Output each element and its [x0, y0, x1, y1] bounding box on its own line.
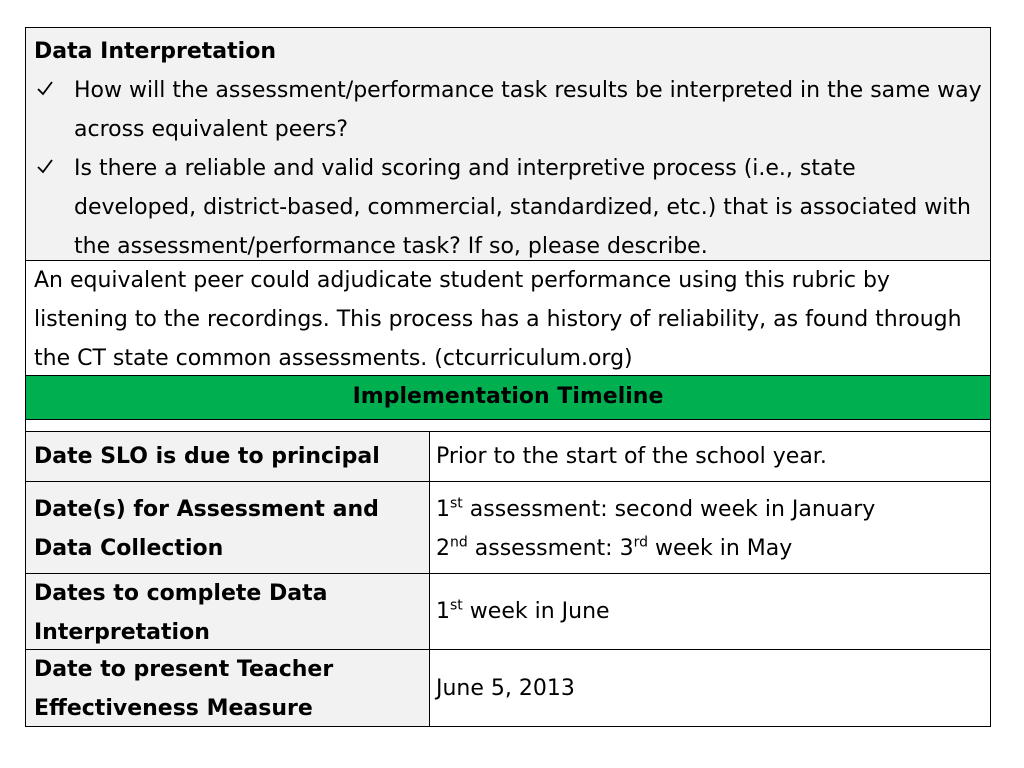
checklist-item-text: Is there a reliable and valid scoring and interpretive process (i.e., state developed, district-based, commercial, standardized, etc.) that is associated with the assessment/performance task? If so, please describe.: [74, 156, 971, 259]
timeline-row-value: 1st week in June: [436, 597, 610, 624]
value-line: 2nd assessment: 3rd week in May: [436, 534, 793, 561]
timeline-row-label: Date(s) for Assessment and Data Collection: [26, 482, 430, 573]
spacer-row: [26, 420, 990, 432]
timeline-row: [26, 482, 990, 574]
section-title: Data Interpretation: [34, 39, 276, 64]
checkmark-icon: [34, 71, 74, 110]
timeline-row: [26, 574, 990, 650]
checklist-item-text: How will the assessment/performance task results be interpreted in the same way across equivalent peers?: [74, 78, 982, 142]
timeline-row-label: Date SLO is due to principal: [26, 432, 430, 481]
timeline-row-value: June 5, 2013: [436, 675, 575, 701]
timeline-row-label: Date to present Teacher Effectiveness Measure: [26, 650, 430, 726]
interpretation-answer: An equivalent peer could adjudicate student performance using this rubric by listening to the recordings. This process has a history of reliability, as found through the CT state common assessments. (ctcurriculum.org): [26, 261, 990, 376]
value-line: 1st assessment: second week in January: [436, 495, 876, 522]
timeline-row-value: Prior to the start of the school year.: [436, 444, 827, 469]
checkmark-icon: [34, 149, 74, 188]
timeline-row: [26, 650, 990, 726]
checklist-item: [34, 71, 982, 149]
timeline-row: [26, 432, 990, 482]
timeline-heading: Implementation Timeline: [26, 376, 990, 420]
timeline-row-value: [430, 482, 990, 573]
checklist-item: [34, 149, 982, 266]
slo-table: [25, 27, 991, 727]
data-interpretation-section: [26, 28, 990, 261]
timeline-row-label: Dates to complete Data Interpretation: [26, 574, 430, 649]
